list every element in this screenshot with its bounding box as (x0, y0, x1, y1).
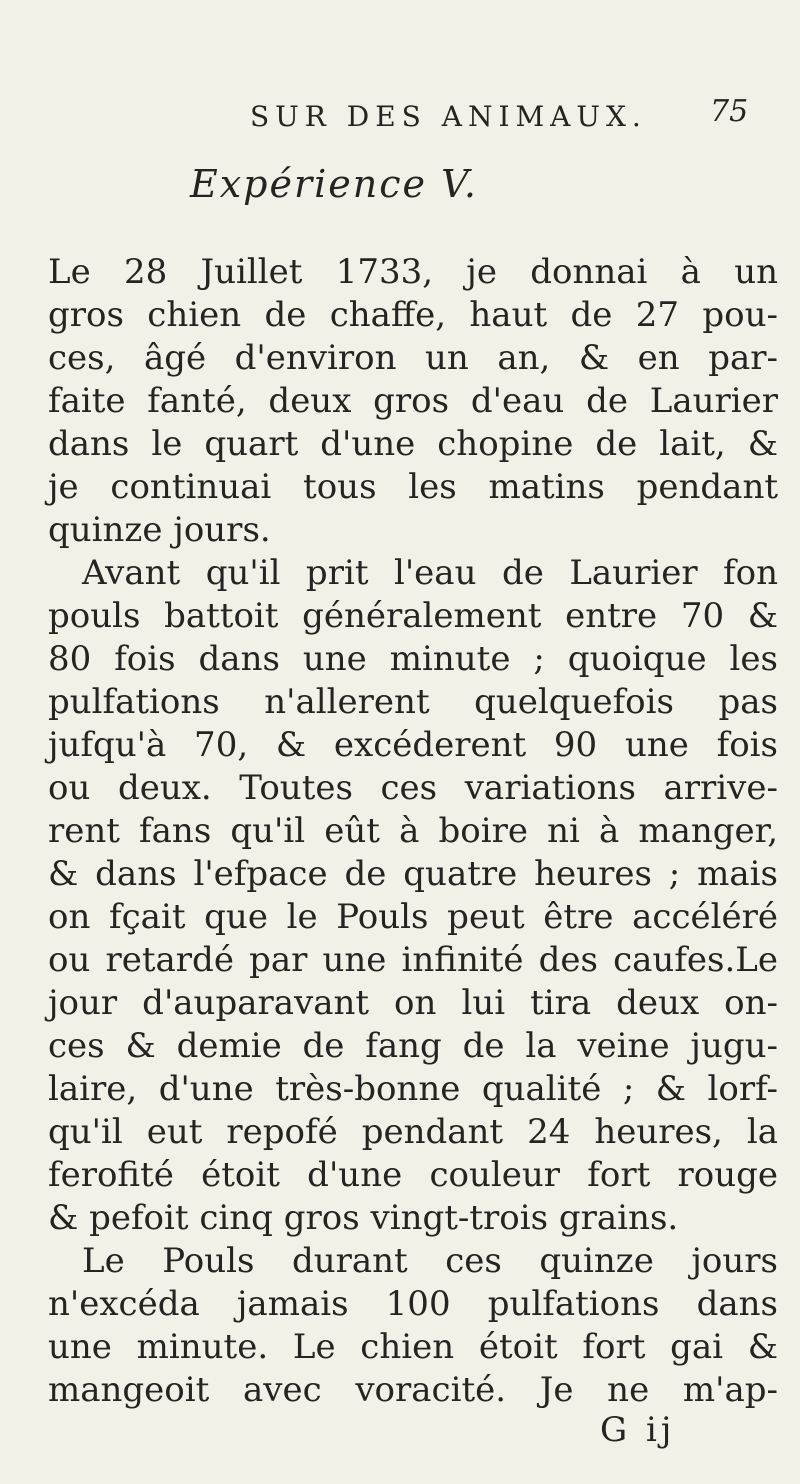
text-line: gros chien de chaffe, haut de 27 pou- (48, 295, 778, 335)
experiment-heading: Expérience V. (190, 162, 478, 206)
text-line: & dans l'efpace de quatre heures ; mais (48, 854, 778, 894)
text-line: faite fanté, deux gros d'eau de Laurier (48, 381, 778, 421)
text-line: mangeoit avec voracité. Je ne m'ap- (48, 1370, 778, 1410)
text-line: jour d'auparavant on lui tira deux on- (48, 983, 778, 1023)
text-line: ces & demie de fang de la veine jugu- (48, 1026, 778, 1066)
page-number: 75 (710, 94, 749, 129)
text-line: jufqu'à 70, & excéderent 90 une fois (48, 725, 778, 765)
text-line: rent fans qu'il eût à boire ni à manger, (48, 811, 778, 851)
text-line: qu'il eut repofé pendant 24 heures, la (48, 1112, 778, 1152)
text-line: pouls battoit généralement entre 70 & (48, 596, 778, 636)
text-line: une minute. Le chien étoit fort gai & (48, 1327, 778, 1367)
text-line: laire, d'une très-bonne qualité ; & lorf- (48, 1069, 778, 1109)
text-line: ou deux. Toutes ces variations arrive- (48, 768, 778, 808)
text-line: ferofité étoit d'une couleur fort rouge (48, 1155, 778, 1195)
text-line: 80 fois dans une minute ; quoique les (48, 639, 778, 679)
text-line: pulfations n'allerent quelquefois pas (48, 682, 778, 722)
text-line: on fçait que le Pouls peut être accéléré (48, 897, 778, 937)
running-head-title: SUR DES ANIMAUX. (250, 100, 647, 133)
text-line: Le 28 Juillet 1733, je donnai à un (48, 252, 778, 292)
text-line: quinze jours. (48, 510, 271, 550)
text-line: ces, âgé d'environ un an, & en par- (48, 338, 778, 378)
text-line: Avant qu'il prit l'eau de Laurier fon (82, 553, 778, 593)
text-line: n'excéda jamais 100 pulfations dans (48, 1284, 778, 1324)
text-line: je continuai tous les matins pendant (48, 467, 778, 507)
running-head (250, 94, 750, 133)
text-line: Le Pouls durant ces quinze jours (82, 1241, 778, 1281)
signature-mark: G ij (600, 1410, 676, 1450)
text-line: & pefoit cinq gros vingt-trois grains. (48, 1198, 679, 1238)
text-line: dans le quart d'une chopine de lait, & (48, 424, 778, 464)
text-line: ou retardé par une infinité des caufes.Le (48, 940, 778, 980)
